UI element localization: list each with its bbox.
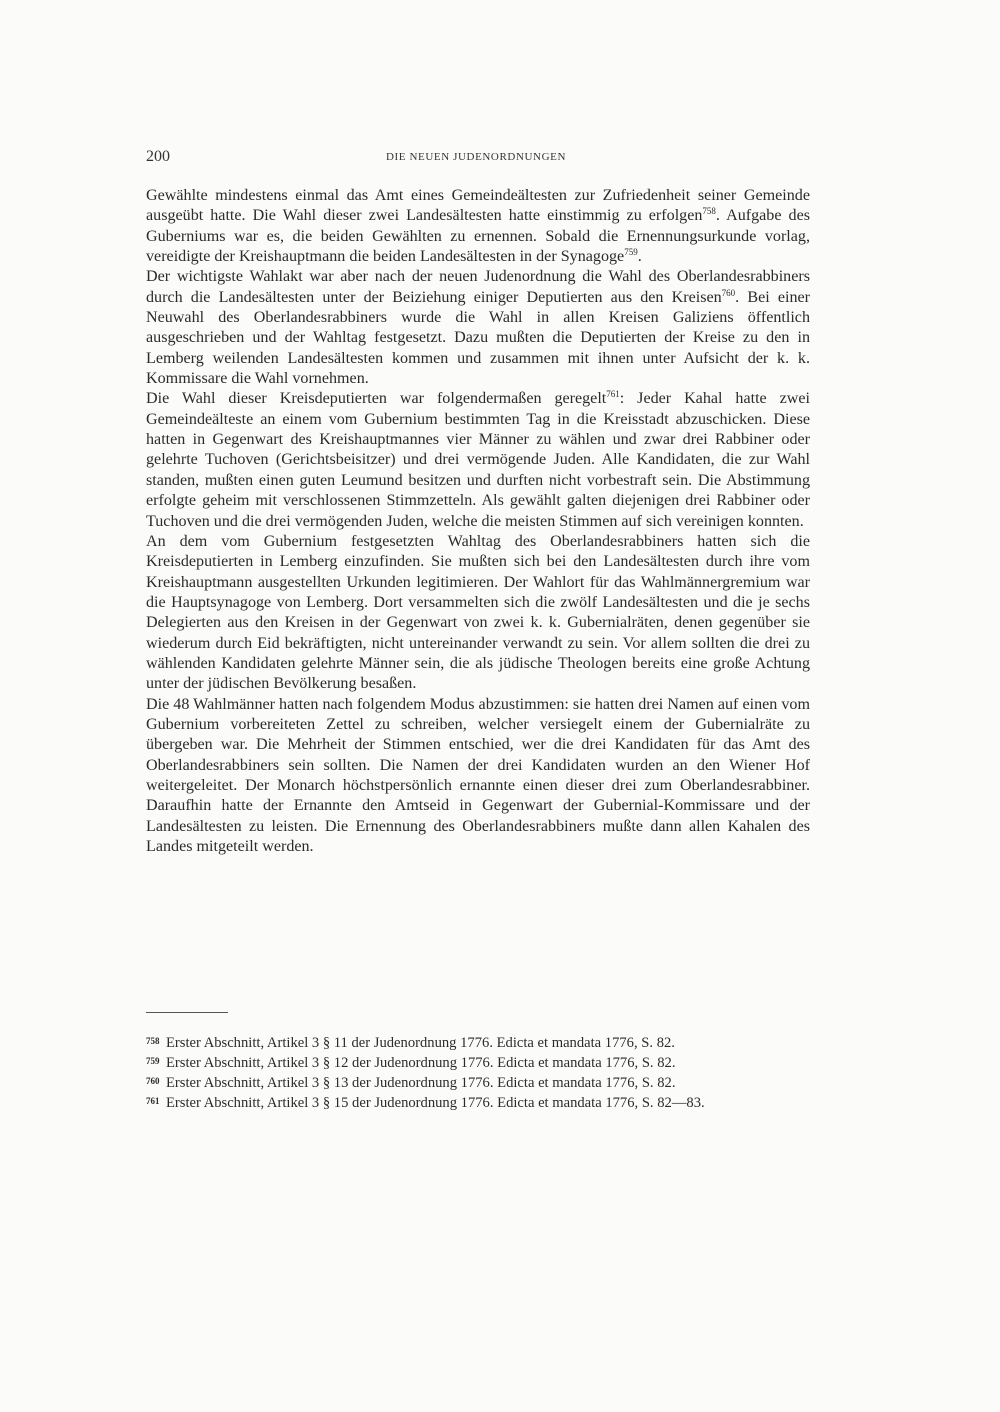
footnote-number: 760 bbox=[146, 1076, 160, 1086]
footnote bbox=[146, 1054, 810, 1073]
paragraph bbox=[146, 186, 810, 267]
footnote-text: Erster Abschnitt, Artikel 3 § 15 der Judenordnung 1776. Edicta et mandata 1776, S. 82—83. bbox=[166, 1095, 705, 1111]
footnote-text: Erster Abschnitt, Artikel 3 § 11 der Judenordnung 1776. Edicta et mandata 1776, S. 82. bbox=[166, 1035, 675, 1051]
paragraph bbox=[146, 695, 810, 858]
page-header bbox=[146, 148, 810, 170]
footnote bbox=[146, 1094, 810, 1113]
footnote-ref[interactable]: 759 bbox=[624, 247, 638, 258]
paragraph-text: : Jeder Kahal hatte zwei Gemeindeälteste an einem vom Gubernium bestimmten Tag in die Kreisstadt abzuschicken. Diese hatten in Gegenwart des Kreishauptmannes vier Männer zu wählen und zwar drei Rabbiner oder gelehrte Tuchoven (Gerichtsbeisitzer) und drei vermögende Juden. Alle Kandidaten, die zur Wahl standen, mußten einen guten Leumund besitzen und durften nicht vorbestraft sein. Die Abstimmung erfolgte geheim mit verschlossenen Stimmzetteln. Als gewählt galten diejenigen drei Rabbiner oder Tuchoven und die drei vermögenden Juden, welche die meisten Stimmen auf sich vereinigen konnten. bbox=[146, 390, 811, 530]
footnote-number: 761 bbox=[146, 1096, 160, 1106]
paragraph-text: Die 48 Wahlmänner hatten nach folgendem Modus abzustimmen: sie hatten drei Namen auf einen vom Gubernium vorbereiteten Zettel zu schreiben, welcher versiegelt einem der Gubernialräte zu übergeben war. Die Mehrheit der Stimmen entschied, wer die drei Kandidaten für das Amt des Oberlandesrabbiners sein sollten. Die Namen der drei Kandidaten wurden an den Wiener Hof weitergeleitet. Der Monarch höchstpersönlich ernannte einen dieser drei zum Oberlandesrabbiner. Daraufhin hatte der Ernannte den Amtseid in Gegenwart der Gubernial-Kommissare und der Landesältesten zu leisten. Die Ernennung des Oberlandesrabbiners mußte dann allen Kahalen des Landes mitgeteilt werden. bbox=[146, 695, 810, 855]
paragraph-text: Der wichtigste Wahlakt war aber nach der neuen Judenordnung die Wahl des Oberlandesrabbiners durch die Landesältesten unter der Beiziehung einiger Deputierten aus den Kreisen bbox=[146, 268, 810, 306]
body-text bbox=[146, 186, 810, 857]
paragraph-text: Gewählte mindestens einmal das Amt eines Gemeindeältesten zur Zufriedenheit seiner Gemeinde ausgeübt hatte. Die Wahl dieser zwei Landesältesten hatte einstimmig zu erfolgen bbox=[146, 187, 810, 225]
footnote-text: Erster Abschnitt, Artikel 3 § 13 der Judenordnung 1776. Edicta et mandata 1776, S. 82. bbox=[166, 1075, 676, 1091]
footnote-ref[interactable]: 761 bbox=[606, 389, 620, 400]
footnote-number: 758 bbox=[146, 1036, 160, 1046]
page-number: 200 bbox=[146, 148, 170, 165]
paragraph-text: Die Wahl dieser Kreisdeputierten war folgendermaßen geregelt bbox=[146, 390, 607, 408]
footnote bbox=[146, 1034, 810, 1053]
footnote-text: Erster Abschnitt, Artikel 3 § 12 der Judenordnung 1776. Edicta et mandata 1776, S. 82. bbox=[166, 1055, 676, 1071]
paragraph-text: An dem vom Gubernium festgesetzten Wahltag des Oberlandesrabbiners hatten sich die Kreisdeputierten in Lemberg einzufinden. Sie mußten sich bei den Landesältesten durch ihre vom Kreishauptmann ausgestellten Urkunden legitimieren. Der Wahlort für das Wahlmännergremium war die Hauptsynagoge von Lemberg. Dort versammelten sich die zwölf Landesältesten und die je sechs Delegierten aus den Kreisen in der Gegenwart von zwei k. k. Gubernialräten, denen gegenüber sie wiederum durch Eid bekräftigten, nicht untereinander verwandt zu sein. Vor allem sollten die drei zu wählenden Kandidaten gelehrte Männer sein, die als jüdische Theologen bereits eine große Achtung unter der jüdischen Bevölkerung besaßen. bbox=[146, 532, 810, 693]
footnote-ref[interactable]: 758 bbox=[702, 206, 716, 217]
footnotes bbox=[146, 1034, 810, 1114]
footnote-ref[interactable]: 760 bbox=[721, 287, 736, 298]
footnote bbox=[146, 1074, 810, 1093]
paragraph bbox=[146, 267, 810, 389]
paragraph bbox=[146, 389, 810, 531]
running-head: DIE NEUEN JUDENORDNUNGEN bbox=[386, 151, 566, 163]
paragraph bbox=[146, 532, 810, 695]
footnote-divider bbox=[146, 1012, 228, 1013]
paragraph-text: . Aufgabe des Guberniums war es, die beiden Gewählten zu ernennen. Sobald die Ernennungsurkunde vorlag, vereidigte der Kreishauptmann die beiden Landesältesten in der Synagoge bbox=[146, 207, 810, 266]
paragraph-text: . bbox=[637, 248, 642, 266]
paragraph-text: . Bei einer Neuwahl des Oberlandesrabbiners wurde die Wahl in allen Kreisen Galiziens öffentlich ausgeschrieben und der Wahltag festgesetzt. Dazu mußten die Deputierten der Kreise zu den in Lemberg weilenden Landesältesten kommen und zusammen mit ihnen unter Aufsicht der k. k. Kommissare die Wahl vornehmen. bbox=[146, 288, 810, 388]
footnote-number: 759 bbox=[146, 1056, 160, 1066]
